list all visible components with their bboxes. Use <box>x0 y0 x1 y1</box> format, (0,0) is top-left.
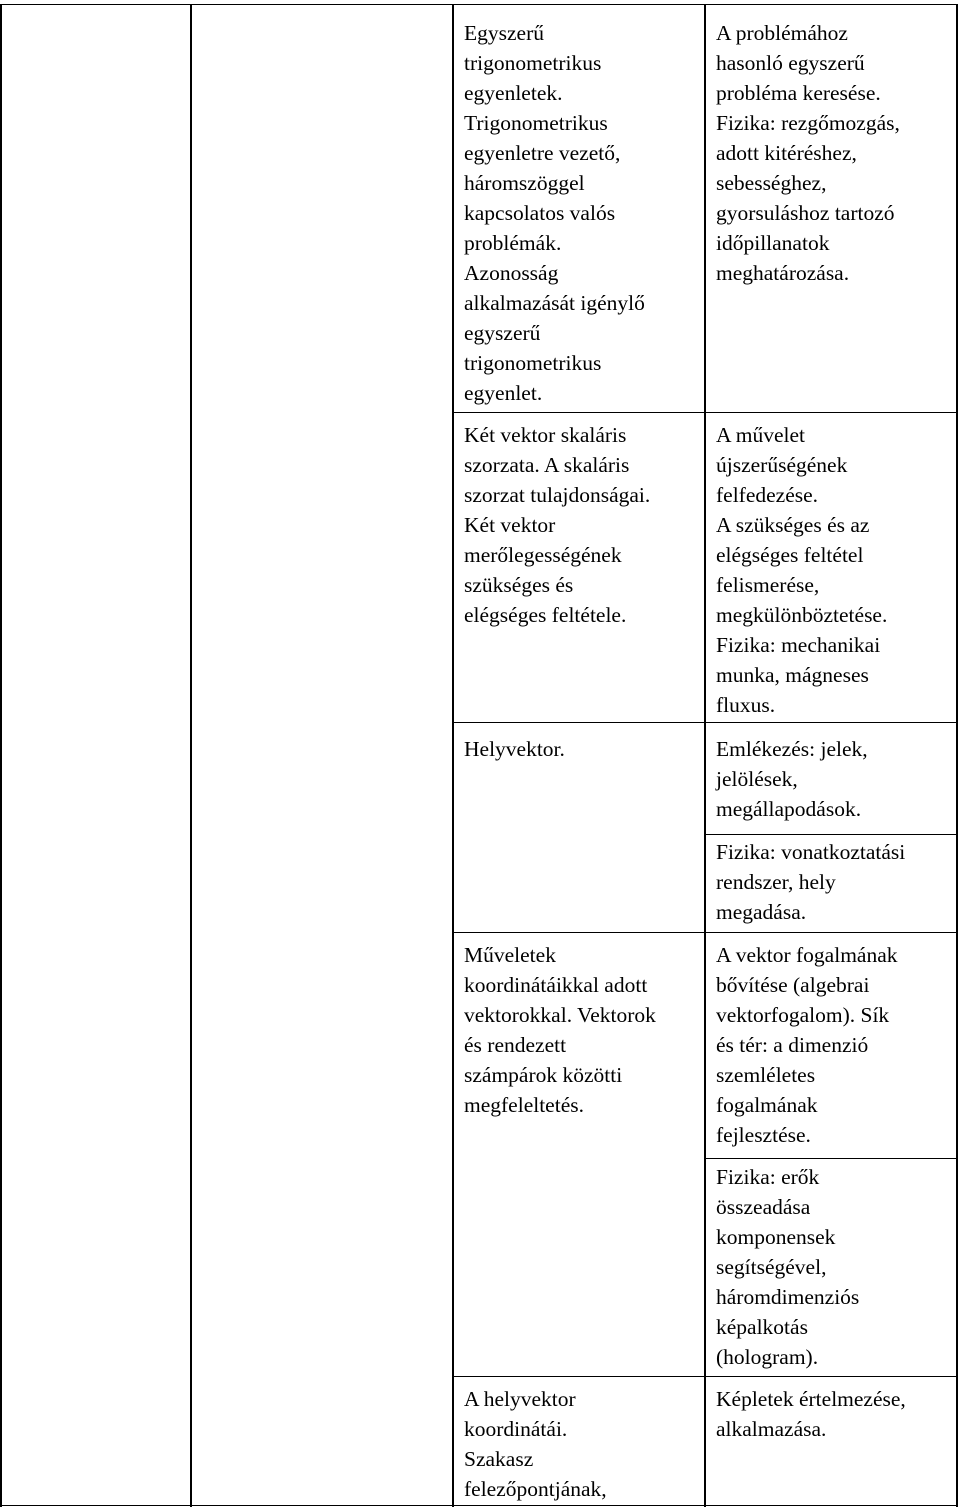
row-divider <box>452 1376 958 1377</box>
row-divider <box>452 412 958 413</box>
text-line: alkalmazását igénylő <box>464 291 645 315</box>
text-line: Fizika: rezgőmozgás, <box>716 111 900 135</box>
text-line: A helyvektor <box>464 1387 576 1411</box>
text-line: szorzata. A skaláris <box>464 453 630 477</box>
text-line: koordinátáikkal adott <box>464 973 648 997</box>
text-line: trigonometrikus <box>464 51 602 75</box>
text-line: Egyszerű <box>464 21 544 45</box>
text-line: és tér: a dimenzió <box>716 1033 869 1057</box>
text-line: megállapodások. <box>716 797 862 821</box>
text-line: fogalmának <box>716 1093 818 1117</box>
text-line: fejlesztése. <box>716 1123 811 1147</box>
note-cell <box>716 18 956 288</box>
topic-cell <box>464 734 704 764</box>
table-top-border <box>0 4 958 5</box>
note-cell <box>716 420 956 720</box>
note-cell <box>716 940 956 1150</box>
text-line: Műveletek <box>464 943 556 967</box>
topic-cell <box>464 18 704 408</box>
text-line: Fizika: mechanikai <box>716 633 881 657</box>
text-line: Két vektor skaláris <box>464 423 627 447</box>
text-line: szükséges és <box>464 573 574 597</box>
text-line: trigonometrikus <box>464 351 602 375</box>
text-line: alkalmazása. <box>716 1417 827 1441</box>
note-cell <box>716 1384 956 1444</box>
column-divider-1 <box>190 4 192 1507</box>
text-line: munka, mágneses <box>716 663 869 687</box>
text-line: A szükséges és az <box>716 513 870 537</box>
text-line: megadása. <box>716 900 807 924</box>
text-line: gyorsuláshoz tartozó <box>716 201 895 225</box>
note-cell <box>716 734 956 824</box>
text-line: A problémához <box>716 21 848 45</box>
topic-cell <box>464 940 704 1120</box>
text-line: fluxus. <box>716 693 776 717</box>
text-line: egyenletre vezető, <box>464 141 621 165</box>
topic-cell <box>464 420 704 630</box>
text-line: újszerűségének <box>716 453 848 477</box>
text-line: merőlegességének <box>464 543 622 567</box>
text-line: megfeleltetés. <box>464 1093 584 1117</box>
text-line: vektorokkal. Vektorok <box>464 1003 656 1027</box>
text-line: vektorfogalom). Sík <box>716 1003 890 1027</box>
text-line: Emlékezés: jelek, <box>716 737 868 761</box>
text-line: problémák. <box>464 231 562 255</box>
text-line: megkülönböztetése. <box>716 603 888 627</box>
text-line: (hologram). <box>716 1345 819 1369</box>
text-line: sebességhez, <box>716 171 827 195</box>
table-right-border <box>956 4 958 1507</box>
text-line: Azonosság <box>464 261 559 285</box>
text-line: koordinátái. <box>464 1417 568 1441</box>
text-line: Helyvektor. <box>464 737 565 761</box>
text-line: Szakasz <box>464 1447 534 1471</box>
text-line: időpillanatok <box>716 231 830 255</box>
text-line: A vektor fogalmának <box>716 943 898 967</box>
text-line: Két vektor <box>464 513 556 537</box>
text-line: komponensek <box>716 1225 836 1249</box>
row-divider <box>704 834 958 835</box>
text-line: kapcsolatos valós <box>464 201 616 225</box>
text-line: és rendezett <box>464 1033 567 1057</box>
text-line: segítségével, <box>716 1255 827 1279</box>
table-bottom-border <box>0 1505 958 1506</box>
text-line: felismerése, <box>716 573 820 597</box>
text-line: adott kitéréshez, <box>716 141 857 165</box>
text-line: egyenletek. <box>464 81 563 105</box>
row-divider <box>704 1158 958 1159</box>
text-line: képalkotás <box>716 1315 808 1339</box>
table-left-border <box>0 4 2 1507</box>
text-line: meghatározása. <box>716 261 850 285</box>
row-divider <box>452 722 958 723</box>
text-line: háromdimenziós <box>716 1285 860 1309</box>
text-line: jelölések, <box>716 767 798 791</box>
text-line: probléma keresése. <box>716 81 881 105</box>
text-line: Képletek értelmezése, <box>716 1387 906 1411</box>
text-line: felfedezése. <box>716 483 819 507</box>
text-line: szorzat tulajdonságai. <box>464 483 651 507</box>
column-divider-2 <box>452 4 454 1507</box>
row-divider <box>452 932 958 933</box>
column-divider-3 <box>704 4 706 1507</box>
text-line: szemléletes <box>716 1063 816 1087</box>
text-line: felezőpontjának, <box>464 1477 607 1501</box>
text-line: rendszer, hely <box>716 870 836 894</box>
text-line: Trigonometrikus <box>464 111 608 135</box>
topic-cell <box>464 1384 704 1504</box>
text-line: egyenlet. <box>464 381 543 405</box>
text-line: bővítése (algebrai <box>716 973 870 997</box>
note-cell <box>716 1162 956 1372</box>
text-line: Fizika: erők <box>716 1165 820 1189</box>
text-line: számpárok közötti <box>464 1063 623 1087</box>
text-line: elégséges feltétel <box>716 543 864 567</box>
text-line: A művelet <box>716 423 805 447</box>
text-line: Fizika: vonatkoztatási <box>716 840 906 864</box>
note-cell <box>716 837 956 927</box>
text-line: összeadása <box>716 1195 811 1219</box>
text-line: egyszerű <box>464 321 541 345</box>
text-line: háromszöggel <box>464 171 585 195</box>
text-line: hasonló egyszerű <box>716 51 865 75</box>
text-line: elégséges feltétele. <box>464 603 627 627</box>
